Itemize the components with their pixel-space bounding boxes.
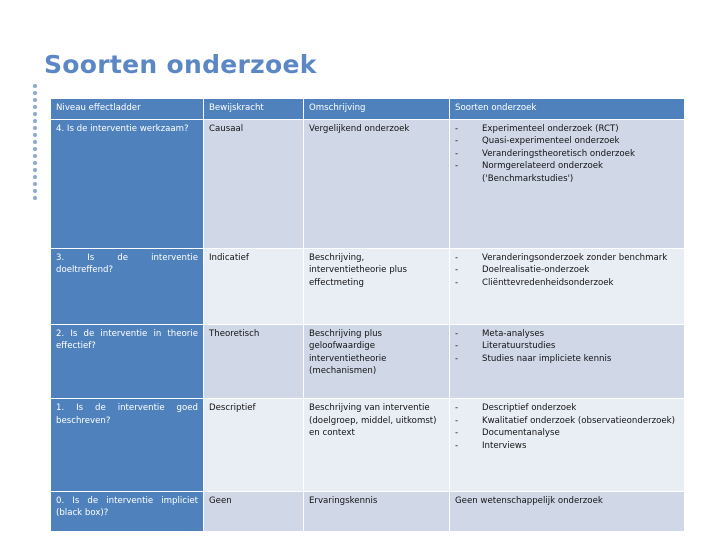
table-row [51, 399, 685, 491]
level-text-continuation: doeltreffend? [56, 265, 114, 276]
evidence-cell: Indicatief [204, 248, 304, 324]
research-types-cell [450, 324, 685, 398]
list-item: - Documentanalyse [455, 427, 679, 439]
list-item: - Experimenteel onderzoek (RCT) [455, 123, 679, 135]
level-cell [51, 248, 204, 324]
header-description: Omschrijving [304, 99, 450, 120]
evidence-cell: Theoretisch [204, 324, 304, 398]
decorative-dots [30, 84, 40, 203]
evidence-cell: Geen [204, 491, 304, 531]
table-row [51, 324, 685, 398]
level-text: 1. Is de interventie goed [56, 403, 198, 414]
level-text: 2. Is de interventie in theorie [56, 328, 198, 339]
page-title: Soorten onderzoek [44, 50, 317, 79]
list-item: - Quasi-experimenteel onderzoek [455, 135, 679, 147]
description-cell: Vergelijkend onderzoek [304, 120, 450, 249]
description-cell: Beschrijving, interventietheorie plus effectmeting [304, 248, 450, 324]
header-research-types: Soorten onderzoek [450, 99, 685, 120]
list-item: - Meta-analyses [455, 328, 679, 340]
list-item-continuation: ('Benchmarkstudies') [482, 173, 574, 184]
list-item: - Descriptief onderzoek [455, 402, 679, 414]
level-text-continuation: (black box)? [56, 508, 109, 519]
description-cell: Beschrijving van interventie (doelgroep, middel, uitkomst) en context [304, 399, 450, 491]
level-text: 4. Is de interventie werkzaam? [56, 124, 189, 134]
list-item: - Interviews [455, 440, 679, 452]
header-level: Niveau effectladder [51, 99, 204, 120]
level-text-continuation: effectief? [56, 341, 96, 352]
research-types-cell [450, 120, 685, 249]
list-item: - Normgerelateerd onderzoek [455, 160, 679, 172]
level-cell [51, 399, 204, 491]
research-types-cell [450, 248, 685, 324]
evidence-cell: Descriptief [204, 399, 304, 491]
description-cell: Ervaringskennis [304, 491, 450, 531]
research-types-cell: Geen wetenschappelijk onderzoek [450, 491, 685, 531]
list-item: - Cliënttevredenheidsonderzoek [455, 277, 679, 289]
level-cell [51, 120, 204, 249]
list-item: - Veranderingstheoretisch onderzoek [455, 148, 679, 160]
evidence-cell: Causaal [204, 120, 304, 249]
list-item: - Studies naar impliciete kennis [455, 353, 679, 365]
level-cell [51, 324, 204, 398]
header-evidence: Bewijskracht [204, 99, 304, 120]
level-text: 0. Is de interventie impliciet [56, 495, 198, 506]
list-item: - Doelrealisatie-onderzoek [455, 264, 679, 276]
list-item: - Literatuurstudies [455, 340, 679, 352]
description-cell: Beschrijving plus geloofwaardige interventietheorie (mechanismen) [304, 324, 450, 398]
level-text: 3. Is de interventie [56, 252, 198, 263]
table-row [51, 120, 685, 249]
table-row [51, 248, 685, 324]
level-cell [51, 491, 204, 531]
level-text-continuation: beschreven? [56, 415, 111, 426]
table-header-row [51, 99, 685, 120]
research-types-cell [450, 399, 685, 491]
list-item: - Kwalitatief onderzoek (observatieonderzoek) [455, 415, 679, 427]
research-types-table [50, 98, 685, 532]
list-item: - Veranderingsonderzoek zonder benchmark [455, 252, 679, 264]
table-row [51, 491, 685, 531]
